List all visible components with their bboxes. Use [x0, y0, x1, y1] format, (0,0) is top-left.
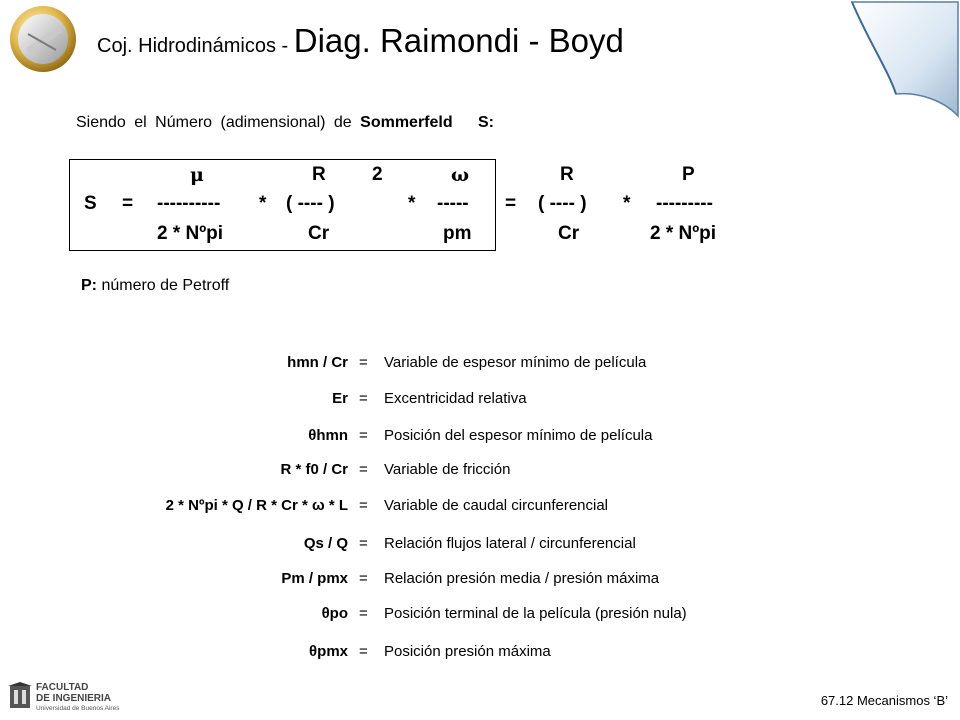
definition-term: R * f0 / Cr	[280, 461, 348, 478]
formula-dash3: ---------	[656, 193, 713, 214]
definition-row	[0, 570, 960, 594]
definition-row	[0, 461, 960, 485]
formula-R1: R	[312, 164, 326, 185]
page-curl-decoration	[848, 0, 960, 118]
formula-exp2: 2	[372, 164, 383, 185]
intro-text: Siendo el Número (adimensional) de	[76, 114, 361, 131]
definition-equals: =	[359, 535, 368, 552]
definition-row	[0, 605, 960, 629]
definition-description: Posición terminal de la película (presión nula)	[384, 605, 687, 622]
formula-eq2: =	[505, 193, 517, 214]
definition-term: θpo	[321, 605, 348, 622]
definition-equals: =	[359, 605, 368, 622]
formula-mu: μ	[190, 164, 204, 186]
petroff-line	[81, 277, 229, 295]
formula-ratio2: ( ---- )	[538, 193, 587, 214]
definition-description: Posición presión máxima	[384, 643, 551, 660]
petroff-text: número de Petroff	[97, 277, 230, 294]
definition-term: Er	[332, 390, 348, 407]
definition-term: θpmx	[309, 643, 348, 660]
definition-description: Variable de fricción	[384, 461, 511, 478]
formula-P: P	[682, 164, 695, 185]
definition-term: θhmn	[308, 427, 348, 444]
definition-equals: =	[359, 427, 368, 444]
formula-mult2: *	[408, 193, 416, 214]
course-label: 67.12 Mecanismos ‘B’	[820, 693, 948, 708]
formula-den2: 2 * Nºpi	[650, 223, 717, 244]
title-prefix: Coj. Hidrodinámicos -	[97, 35, 294, 57]
definition-row	[0, 643, 960, 667]
university-seal-logo	[8, 4, 78, 74]
definition-description: Variable de caudal circunferencial	[384, 497, 609, 514]
formula-ratio1: ( ---- )	[286, 193, 335, 214]
formula-mult3: *	[623, 193, 631, 214]
petroff-label: P:	[81, 277, 97, 294]
faculty-name-line1: FACULTAD	[36, 682, 89, 693]
formula-den1: 2 * Nºpi	[157, 223, 224, 244]
faculty-logo	[8, 680, 148, 716]
definition-row	[0, 390, 960, 414]
formula-Cr1: Cr	[308, 223, 330, 244]
formula-omega: ω	[451, 164, 470, 186]
definition-term: Pm / pmx	[281, 570, 348, 587]
definition-row	[0, 535, 960, 559]
definition-description: Posición del espesor mínimo de película	[384, 427, 653, 444]
formula-Cr2: Cr	[558, 223, 580, 244]
definition-equals: =	[359, 461, 368, 478]
definition-row	[0, 497, 960, 521]
formula-pm: pm	[443, 223, 472, 244]
definition-description: Excentricidad relativa	[384, 390, 527, 407]
title-main: Diag. Raimondi - Boyd	[293, 22, 624, 59]
formula-R2: R	[560, 164, 574, 185]
definition-equals: =	[359, 570, 368, 587]
definition-description: Variable de espesor mínimo de película	[384, 354, 647, 371]
definition-description: Relación presión media / presión máxima	[384, 570, 660, 587]
formula-right-box	[494, 159, 503, 249]
definition-term: 2 * Nºpi * Q / R * Cr * ω * L	[165, 497, 348, 514]
formula-mult1: *	[259, 193, 267, 214]
faculty-emblem-icon	[8, 682, 32, 712]
formula-dash1: ----------	[157, 193, 221, 214]
intro-line	[76, 114, 494, 132]
definition-equals: =	[359, 643, 368, 660]
definition-equals: =	[359, 497, 368, 514]
definition-row	[0, 354, 960, 378]
sommerfeld-term: Sommerfeld	[360, 114, 453, 131]
definition-equals: =	[359, 354, 368, 371]
formula-S: S	[84, 193, 97, 214]
definition-row	[0, 427, 960, 451]
page-title	[97, 22, 624, 60]
faculty-name-line2: DE INGENIERIA	[36, 693, 112, 704]
sommerfeld-symbol: S:	[477, 114, 494, 131]
university-name: Universidad de Buenos Aires	[36, 705, 120, 712]
definition-term: hmn / Cr	[287, 354, 348, 371]
formula-eq1: =	[122, 193, 134, 214]
definition-term: Qs / Q	[303, 535, 348, 552]
definition-equals: =	[359, 390, 368, 407]
definition-description: Relación flujos lateral / circunferencial	[384, 535, 636, 552]
formula-dash2: -----	[437, 193, 469, 214]
